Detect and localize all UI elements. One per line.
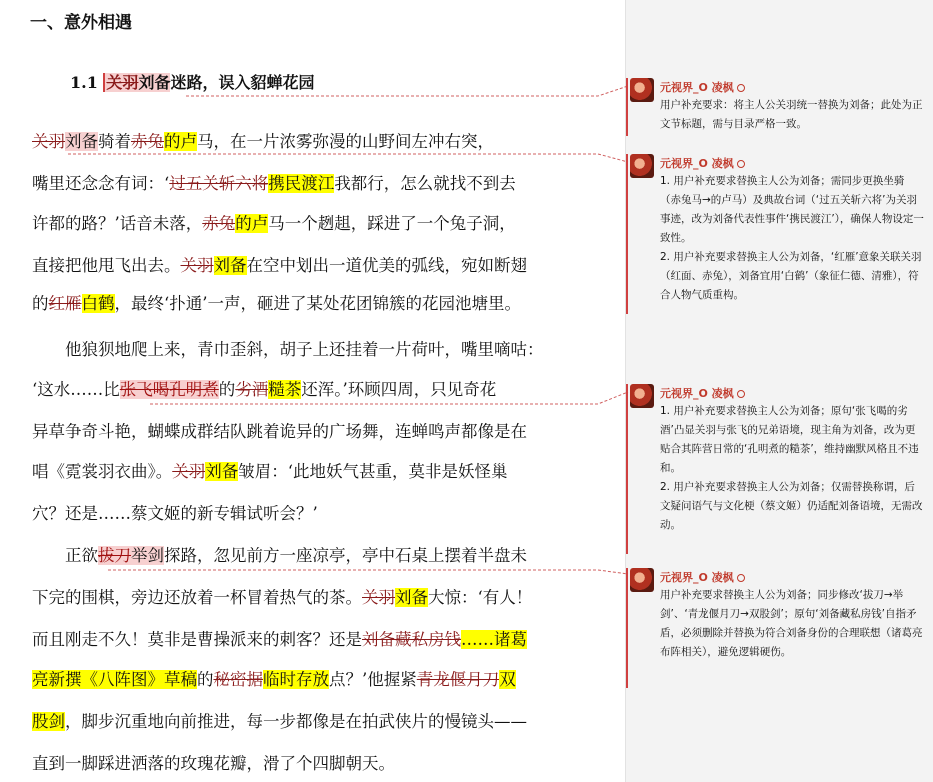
comment-paragraph: 2. 用户补充要求替换主人公为刘备，‘红雁’意象关联关羽（红面、赤兔），刘备宜用‘白鹤’（象征仁德、清雅），符合人物气质重构。 (660, 251, 922, 301)
body-text: 皱眉：‘此地妖气甚重，莫非是妖怪巢 (238, 462, 508, 481)
body-text: 嘴里还念念有词：‘ (32, 174, 170, 193)
deleted-text: 关羽 (172, 462, 206, 481)
body-text: ，最终‘扑通’一声，砸进了某处花团锦簇的花园池塘里。 (114, 294, 521, 313)
heading-inserted-text: 刘备 (138, 73, 171, 92)
inserted-text: 的卢 (164, 132, 197, 151)
comment-bar (626, 568, 628, 688)
body-text: 马，在一片浓雾弥漫的山野间左冲右突， (197, 132, 494, 151)
comment-body (660, 172, 924, 305)
body-text: 还浑。’环顾四周，只见奇花 (301, 380, 497, 399)
comment-body (660, 96, 924, 134)
comment-paragraph: 用户补充要求替换主人公为刘备；同步修改‘拔刀→举剑’、‘青龙偃月刀→双股剑’；原句‘刘备藏私房钱’自指矛盾，必须删除并替换为符合刘备身份的合理联想（诸葛亮布阵相关），避免逻辑硬伤。 (660, 589, 923, 658)
body-line (32, 378, 496, 404)
status-dot-icon (737, 390, 745, 398)
comment-anchor-text: 举剑 (131, 546, 164, 565)
deleted-text: 青龙偃月刀 (416, 670, 500, 689)
inserted-text: 刘备 (395, 588, 428, 607)
body-text: 穴？还是……蔡文姬的新专辑试听会？’ (32, 504, 318, 523)
body-text: 大惊：‘有人！ (428, 588, 533, 607)
deleted-text: 秘密据 (213, 670, 263, 689)
comment-author (660, 79, 745, 95)
comment-anchor-deleted-text: 张飞喝 (119, 380, 170, 399)
deleted-text: 关羽 (32, 132, 65, 151)
heading-comment-anchor[interactable] (103, 73, 170, 92)
inserted-text: ……诸葛 (461, 630, 527, 649)
comment-body (660, 586, 924, 662)
deleted-text: 赤兔 (202, 214, 236, 233)
body-text: 许都的路？’话音未落， (32, 214, 203, 233)
body-line (32, 172, 516, 198)
comment-paragraph: 用户补充要求：将主人公关羽统一替换为刘备；此处为正文节标题，需与目录严格一致。 (660, 99, 923, 130)
comment-author-name: 元视界_O 凌枫 (660, 387, 734, 400)
body-text: 直到一脚踩进洒落的玫瑰花瓣，滑了个四脚朝天。 (32, 754, 395, 773)
body-line (32, 710, 527, 736)
comment-paragraph: 2. 用户补充要求替换主人公为刘备；仅需替换称谓，后文疑问语气与文化梗（蔡文姬）仍适配刘备语境，无需改动。 (660, 481, 923, 531)
avatar (630, 384, 654, 408)
comment-paragraph: 1. 用户补充要求替换主人公为刘备；原句‘张飞喝的劣酒’凸显关羽与张飞的兄弟语境，现主角为刘备，改为更贴合其阵营日常的‘孔明煮的糙茶’，维持幽默风格且不违和。 (660, 405, 919, 474)
body-line (32, 338, 544, 364)
comment-author-name: 元视界_O 凌枫 (660, 571, 734, 584)
comment-card[interactable] (630, 568, 926, 688)
body-text: 下完的围棋，旁边还放着一杯冒着热气的茶。 (32, 588, 362, 607)
deleted-text: 刘备藏私房钱 (362, 630, 461, 649)
body-line (32, 254, 527, 280)
comment-anchor-text: 刘备 (65, 132, 98, 151)
body-text: 探路，忽见前方一座凉亭，亭中石桌上摆着半盘未 (164, 546, 527, 565)
body-text: 的 (218, 380, 236, 399)
inserted-text: 双 (499, 670, 516, 689)
body-line (32, 544, 527, 570)
comment-anchor-deleted-text: 拔刀 (98, 546, 131, 565)
body-line (32, 420, 527, 446)
comment-author-name: 元视界_O 凌枫 (660, 157, 734, 170)
body-text: 在空中划出一道优美的弧线，宛如断翅 (246, 256, 527, 275)
body-line (32, 130, 494, 156)
comment-card[interactable] (630, 78, 926, 136)
comment-author-name: 元视界_O 凌枫 (660, 81, 734, 94)
body-line (32, 668, 516, 694)
heading-1: 一、意外相遇 (30, 13, 132, 33)
comment-author (660, 569, 745, 585)
status-dot-icon (737, 574, 745, 582)
inserted-text: 刘备 (205, 462, 239, 481)
comment-card[interactable] (630, 154, 926, 314)
comment-body (660, 402, 924, 535)
body-text: 唱《霓裳羽衣曲》。 (32, 462, 173, 481)
comment-author (660, 155, 745, 171)
deleted-text: 关羽 (180, 256, 214, 275)
avatar (630, 78, 654, 102)
deleted-text: 关羽 (362, 588, 395, 607)
inserted-text: 刘备 (213, 256, 247, 275)
heading-rest: 迷路，误入貂蝉花园 (170, 73, 315, 92)
body-line (32, 212, 516, 238)
avatar (630, 154, 654, 178)
comment-bar (626, 384, 628, 554)
body-text: ‘这水……比 (32, 380, 120, 399)
body-line (32, 628, 527, 654)
inserted-text: 糙茶 (268, 380, 302, 399)
body-text: 点？’他握紧 (329, 670, 417, 689)
comment-anchor-deleted-text: 孔明煮 (169, 380, 219, 399)
body-text: 马一个趔趄，踩进了一个兔子洞， (268, 214, 516, 233)
comment-bar (626, 78, 628, 136)
heading-deleted-text: 关羽 (106, 73, 139, 92)
inserted-text: 亮新撰《八阵图》草稿 (32, 670, 197, 689)
body-text: 骑着 (98, 132, 131, 151)
inserted-text: 携民渡江 (268, 174, 335, 193)
body-text: 的 (32, 294, 49, 313)
body-text: 直接把他甩飞出去。 (32, 256, 181, 275)
comment-paragraph: 1. 用户补充要求替换主人公为刘备；需同步更换坐骑（赤兔马→的卢马）及典故台词（‘过五关斩六将’为关羽事迹，改为刘备代表性事件‘携民渡江’），确保人物设定一致性。 (660, 175, 924, 244)
body-text: 异草争奇斗艳，蝴蝶成群结队跳着诡异的广场舞，连蝉鸣声都像是在 (32, 422, 527, 441)
body-text: ，脚步沉重地向前推进，每一步都像是在拍武侠片的慢镜头—— (65, 712, 527, 731)
body-line (32, 292, 521, 318)
status-dot-icon (737, 84, 745, 92)
inserted-text: 股剑 (32, 712, 65, 731)
body-text: 正欲 (32, 546, 98, 565)
body-line (32, 460, 508, 486)
comment-bar (626, 154, 628, 314)
body-text: 他狼狈地爬上来，青巾歪斜，胡子上还挂着一片荷叶，嘴里嘀咕： (32, 340, 544, 359)
inserted-text: 白鹤 (81, 294, 115, 313)
deleted-text: 劣酒 (235, 380, 269, 399)
body-line (32, 586, 532, 612)
body-text: 而且刚走不久！莫非是曹操派来的刺客？还是 (32, 630, 362, 649)
comment-author (660, 385, 745, 401)
status-dot-icon (737, 160, 745, 168)
deleted-text: 赤兔 (131, 132, 164, 151)
inserted-text: 的卢 (235, 214, 269, 233)
avatar (630, 568, 654, 592)
deleted-text: 过五关斩六将 (169, 174, 269, 193)
comment-card[interactable] (630, 384, 926, 554)
body-line (32, 502, 318, 528)
body-text: 我都行，怎么就找不到去 (334, 174, 516, 193)
inserted-text: 临时存放 (263, 670, 329, 689)
heading-number: 1.1 (70, 73, 98, 92)
deleted-text: 红雁 (48, 294, 82, 313)
body-text: 的 (197, 670, 214, 689)
body-line (32, 752, 395, 778)
heading-2 (70, 70, 314, 93)
